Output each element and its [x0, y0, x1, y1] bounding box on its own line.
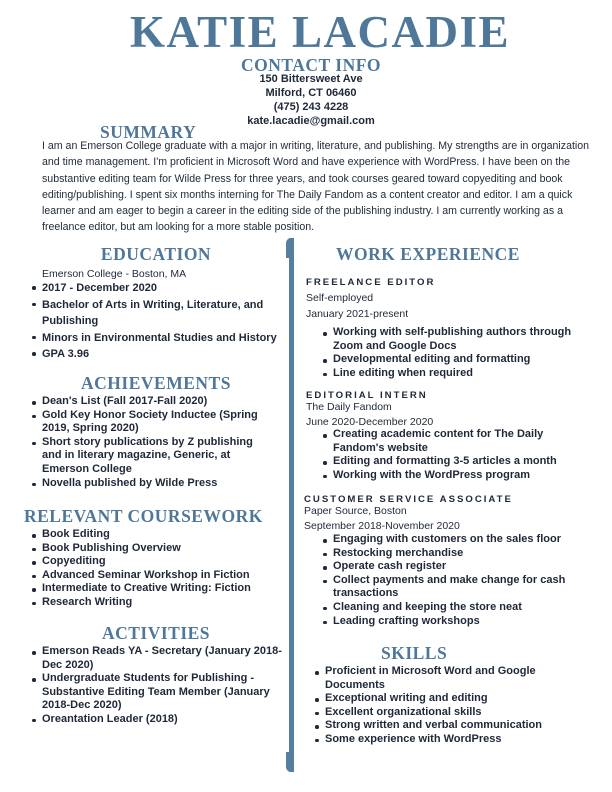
education-item: Minors in Environmental Studies and History [42, 330, 286, 347]
achievement-item: Novella published by Wilde Press [42, 477, 262, 491]
summary-text: I am an Emerson College graduate with a major in writing, literature, and publishing. My strengths are in organization and time management. I'm proficient in Microsoft Word and have experience with WordPress. I have been on the substantive editing team for Wilde Press for three years, and took courses geared toward copyediting and book editing/publishing. I spent six months interning for The Daily Fandom as a content creator and editor. I am a quick learner and am eager to begin a career in the editing side of the publishing industry. I am currently working as a freelance editor, but am looking for a more stable position. [42, 140, 590, 234]
job-duty: Creating academic content for The Daily Fandom's website [333, 428, 596, 455]
achievement-item: Short story publications by Z publishing and in literary magazine, Generic, at Emerson College [42, 436, 262, 477]
job-title: CUSTOMER SERVICE ASSOCIATE [304, 494, 513, 505]
coursework-item-list [42, 528, 286, 610]
activities-heading: ACTIVITIES [101, 623, 211, 643]
work-section [306, 244, 602, 265]
skills-heading: SKILLS [381, 643, 448, 663]
divider-top-flare [286, 238, 291, 258]
skill-item: Exceptional writing and editing [325, 692, 575, 706]
coursework-item: Advanced Seminar Workshop in Fiction [42, 569, 286, 583]
education-item-list [42, 280, 286, 363]
job-duty-list [333, 326, 596, 380]
column-divider [289, 238, 294, 772]
achievements-section [26, 373, 286, 490]
coursework-section [24, 506, 286, 610]
job-duty: Working with the WordPress program [333, 469, 596, 483]
job-duty: Cleaning and keeping the store neat [333, 601, 596, 615]
coursework-item: Book Editing [42, 528, 286, 542]
job-duty: Engaging with customers on the sales floor [333, 533, 596, 547]
job-duty: Collect payments and make change for cash transactions [333, 574, 596, 601]
skill-item: Proficient in Microsoft Word and Google Documents [325, 665, 575, 692]
activities-section [26, 623, 286, 727]
education-section [26, 244, 286, 363]
job-title: EDITORIAL INTERN [306, 390, 428, 401]
education-heading: EDUCATION [100, 244, 212, 264]
job-intern [306, 390, 596, 482]
achievement-item: Gold Key Honor Society Inductee (Spring 2019, Spring 2020) [42, 409, 262, 436]
achievement-item-list [42, 395, 262, 490]
address-line-2: Milford, CT 06460 [265, 87, 357, 99]
job-duty: Leading crafting workshops [333, 615, 596, 629]
job-dates: June 2020-December 2020 [306, 416, 434, 428]
skill-item-list [325, 665, 575, 747]
job-duty: Operate cash register [333, 560, 596, 574]
phone: (475) 243 4228 [273, 101, 349, 113]
work-heading: WORK EXPERIENCE [336, 244, 520, 264]
skill-item: Excellent organizational skills [325, 706, 575, 720]
resume-name: KATIE LACADIE [130, 7, 510, 57]
coursework-item: Copyediting [42, 555, 286, 569]
divider-bottom-flare [286, 752, 291, 772]
job-duty: Working with self-publishing authors through Zoom and Google Docs [333, 326, 596, 353]
education-item: 2017 - December 2020 [42, 280, 286, 297]
coursework-item: Intermediate to Creative Writing: Fiction [42, 582, 286, 596]
skills-section [306, 643, 596, 747]
job-org: Paper Source, Boston [304, 505, 407, 517]
address-line-1: 150 Bittersweet Ave [259, 73, 363, 85]
contact-heading: CONTACT INFO [240, 55, 382, 75]
job-dates: January 2021-present [306, 308, 409, 320]
job-customer-service [304, 494, 596, 628]
skill-item: Strong written and verbal communication [325, 719, 575, 733]
achievements-heading: ACHIEVEMENTS [81, 373, 231, 393]
job-org: Self-employed [306, 292, 374, 304]
education-school: Emerson College - Boston, MA [42, 268, 187, 280]
activity-item: Undergraduate Students for Publishing - Substantive Editing Team Member (January 2018-Dec 2020) [42, 672, 288, 713]
job-duty: Editing and formatting 3-5 articles a month [333, 455, 596, 469]
activity-item-list [42, 645, 288, 727]
job-duty-list [333, 533, 596, 628]
coursework-heading: RELEVANT COURSEWORK [24, 506, 263, 526]
skill-item: Some experience with WordPress [325, 733, 575, 747]
activity-item: Emerson Reads YA - Secretary (January 2018-Dec 2020) [42, 645, 288, 672]
contact-info [0, 72, 612, 128]
job-freelance [306, 277, 596, 380]
education-item: Bachelor of Arts in Writing, Literature, and Publishing [42, 297, 286, 330]
job-duty: Developmental editing and formatting [333, 353, 596, 367]
activity-item: Oreantation Leader (2018) [42, 713, 288, 727]
job-org: The Daily Fandom [306, 401, 392, 413]
job-duty: Restocking merchandise [333, 547, 596, 561]
email: kate.lacadie@gmail.com [247, 115, 375, 127]
education-item: GPA 3.96 [42, 346, 286, 363]
job-title: FREELANCE EDITOR [306, 277, 436, 288]
coursework-item: Book Publishing Overview [42, 542, 286, 556]
coursework-item: Research Writing [42, 596, 286, 610]
job-duty-list [333, 428, 596, 482]
achievement-item: Dean's List (Fall 2017-Fall 2020) [42, 395, 262, 409]
job-dates: September 2018-November 2020 [304, 520, 460, 532]
job-duty: Line editing when required [333, 367, 596, 381]
summary-heading: SUMMARY [100, 122, 197, 142]
